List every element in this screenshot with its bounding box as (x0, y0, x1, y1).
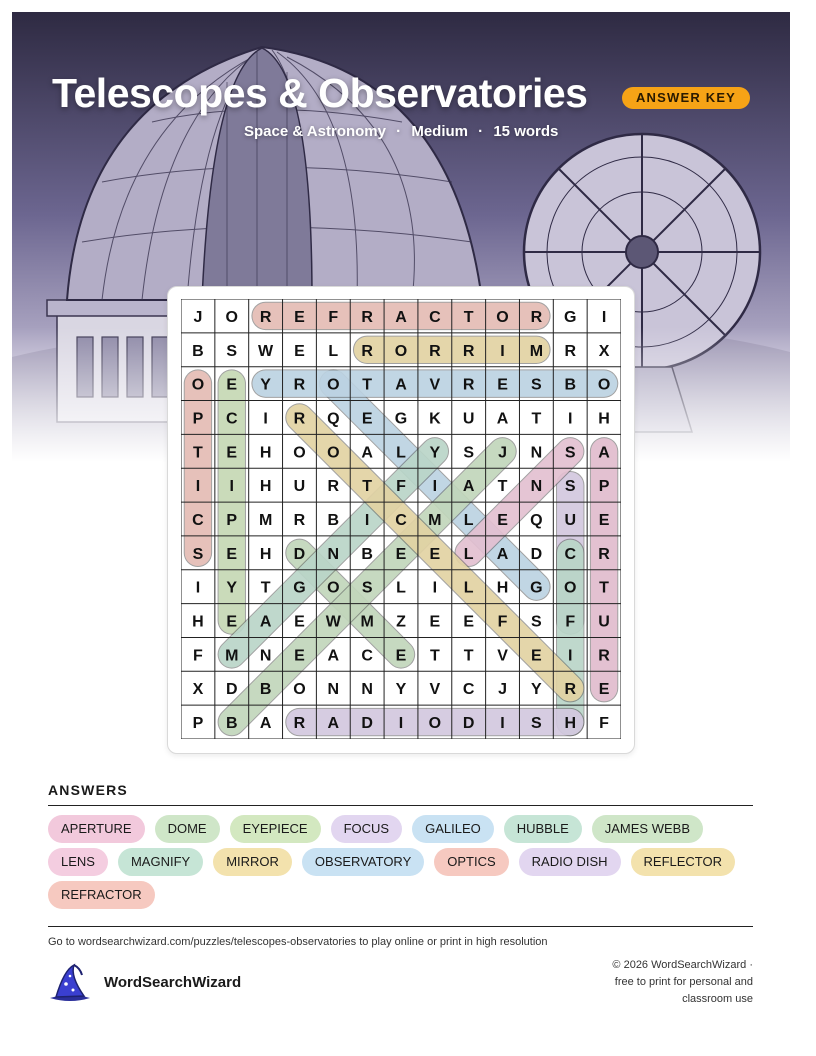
copyright-line: classroom use (682, 993, 753, 1005)
grid-letter[interactable]: I (229, 478, 234, 496)
copyright-line: free to print for personal and (614, 976, 753, 988)
answer-chip-james-webb: JAMES WEBB (592, 815, 703, 843)
grid-letter[interactable]: C (225, 410, 238, 428)
grid-letter[interactable]: G (564, 308, 577, 326)
grid-letter[interactable]: W (258, 342, 274, 360)
grid-letter[interactable]: A (496, 410, 509, 428)
grid-letter[interactable]: P (598, 478, 610, 496)
grid-letter[interactable]: I (432, 478, 438, 496)
grid-letter[interactable]: Y (226, 579, 238, 597)
grid-letter[interactable]: C (429, 308, 441, 326)
grid-letter[interactable]: D (293, 545, 306, 563)
grid-letter[interactable]: S (361, 579, 373, 597)
grid-letter[interactable]: G (293, 579, 306, 597)
grid-letter[interactable]: S (531, 715, 542, 733)
grid-letter[interactable]: H (259, 444, 272, 462)
grid-letter[interactable]: S (564, 444, 576, 462)
grid-letter[interactable]: Y (395, 681, 407, 699)
grid-letter[interactable]: Z (396, 613, 406, 631)
grid-letter[interactable]: T (463, 308, 474, 326)
grid-letter[interactable]: O (327, 376, 340, 394)
grid-letter[interactable]: A (327, 715, 340, 733)
grid-letter[interactable]: R (462, 342, 475, 360)
answer-chip-dome: DOME (155, 815, 220, 843)
grid-letter[interactable]: N (530, 444, 543, 462)
grid-letter[interactable]: B (225, 715, 238, 733)
grid-letter[interactable]: F (497, 613, 508, 631)
grid-letter[interactable]: O (597, 376, 611, 394)
grid-letter[interactable]: N (327, 681, 340, 699)
grid-letter[interactable]: E (463, 613, 475, 631)
grid-letter[interactable]: P (226, 512, 238, 529)
grid-letter[interactable]: R (293, 376, 306, 394)
grid-letter[interactable]: T (362, 376, 373, 394)
grid-letter[interactable]: A (361, 444, 373, 462)
grid-letter[interactable]: B (361, 545, 373, 563)
grid-letter[interactable]: N (327, 545, 340, 563)
grid-letter[interactable]: E (497, 376, 508, 394)
answer-chip-refractor: REFRACTOR (48, 881, 155, 909)
grid-letter[interactable]: E (395, 647, 407, 665)
grid-letter[interactable]: A (496, 545, 509, 563)
grid-letter[interactable]: H (259, 478, 272, 496)
grid-letter[interactable]: Q (530, 512, 543, 529)
grid-letter[interactable]: D (225, 681, 238, 699)
puzzle-meta (244, 123, 558, 140)
answer-chip-radio-dish: RADIO DISH (519, 848, 621, 876)
grid-letter[interactable]: A (259, 715, 272, 733)
grid-letter[interactable]: M (258, 512, 273, 529)
grid-letter[interactable]: H (598, 410, 610, 428)
grid-letter[interactable]: R (598, 545, 610, 563)
grid-letter[interactable]: W (325, 613, 341, 631)
grid-letter[interactable]: O (394, 342, 408, 360)
grid-letter[interactable]: L (463, 512, 474, 529)
answer-chip-magnify: MAGNIFY (118, 848, 203, 876)
grid-letter[interactable]: I (195, 478, 201, 496)
answer-chip-optics: OPTICS (434, 848, 508, 876)
grid-letter[interactable]: B (327, 512, 340, 529)
grid-letter[interactable]: A (395, 376, 407, 394)
grid-letter[interactable]: F (328, 308, 339, 326)
puzzle-title: Telescopes & Observatories (52, 70, 588, 116)
grid-letter[interactable]: L (463, 545, 474, 563)
grid-letter[interactable]: E (598, 512, 610, 529)
grid-letter[interactable]: E (395, 545, 407, 563)
separator-dot: · (396, 123, 402, 140)
grid-letter[interactable]: A (327, 647, 340, 665)
grid-letter[interactable]: A (598, 444, 610, 462)
grid-letter[interactable]: E (294, 613, 305, 631)
grid-letter[interactable]: S (226, 342, 238, 360)
grid-letter[interactable]: Y (260, 376, 271, 394)
grid-letter[interactable]: B (192, 342, 204, 360)
grid-letter[interactable]: C (395, 512, 407, 529)
grid-letter[interactable]: U (293, 478, 306, 496)
grid-letter[interactable]: T (429, 647, 440, 665)
grid-letter[interactable]: G (394, 410, 408, 428)
grid-letter[interactable]: I (601, 308, 607, 326)
grid-letter[interactable]: R (429, 342, 441, 360)
grid-letter[interactable]: J (193, 308, 203, 326)
copyright-text (573, 957, 753, 1008)
grid-letter[interactable]: R (564, 342, 577, 360)
grid-letter[interactable]: I (398, 715, 404, 733)
grid-letter[interactable]: F (193, 647, 203, 665)
grid-letter[interactable]: O (564, 579, 577, 597)
wizard-hat-icon (46, 962, 94, 1004)
divider (48, 805, 753, 806)
grid-letter[interactable]: E (226, 613, 238, 631)
grid-letter[interactable]: T (497, 478, 508, 496)
grid-letter[interactable]: O (428, 715, 442, 733)
answer-chip-eyepiece: EYEPIECE (230, 815, 321, 843)
grid-letter[interactable]: I (432, 579, 438, 597)
grid-letter[interactable]: D (462, 715, 475, 733)
difficulty-label: Medium (411, 123, 468, 140)
grid-letter[interactable]: S (564, 478, 576, 496)
grid-letter[interactable]: U (564, 512, 577, 529)
grid-letter[interactable]: T (531, 410, 542, 428)
copyright-line: © 2026 WordSearchWizard · (612, 959, 753, 971)
grid-letter[interactable]: A (395, 308, 407, 326)
grid-letter[interactable]: L (396, 579, 406, 597)
divider (48, 926, 753, 927)
grid-letter[interactable]: V (429, 681, 441, 699)
grid-letter[interactable]: N (361, 681, 373, 699)
grid-letter[interactable]: F (565, 613, 576, 631)
grid-letter[interactable]: X (598, 342, 610, 360)
grid-letter[interactable]: C (192, 512, 204, 529)
letter-grid (181, 299, 621, 739)
grid-letter[interactable]: O (327, 444, 340, 462)
grid-letter[interactable]: R (259, 308, 272, 326)
grid-letter[interactable]: E (531, 647, 542, 665)
grid-letter[interactable]: L (396, 444, 406, 462)
grid-letter[interactable]: S (463, 444, 475, 462)
grid-letter[interactable]: O (225, 308, 238, 326)
grid-letter[interactable]: C (361, 647, 373, 665)
grid-letter[interactable]: D (361, 715, 373, 733)
grid-letter[interactable]: T (463, 647, 474, 665)
word-count-label: 15 words (493, 123, 559, 140)
grid-letter[interactable]: J (498, 681, 507, 699)
grid-letter[interactable]: Q (327, 410, 340, 428)
grid-letter[interactable]: T (599, 579, 609, 597)
grid-letter[interactable]: H (496, 579, 509, 597)
grid-letter[interactable]: T (362, 478, 373, 496)
grid-letter[interactable]: M (360, 613, 374, 631)
grid-letter[interactable]: N (530, 478, 543, 496)
grid-letter[interactable]: R (598, 647, 610, 665)
grid-letter[interactable]: R (293, 715, 306, 733)
grid-letter[interactable]: K (429, 410, 441, 428)
grid-letter[interactable]: I (500, 342, 505, 360)
grid-letter[interactable]: R (293, 410, 306, 428)
grid-letter[interactable]: R (361, 308, 373, 326)
grid-letter[interactable]: V (429, 376, 441, 394)
grid-letter[interactable]: E (429, 545, 441, 563)
grid-letter[interactable]: D (530, 545, 543, 563)
answer-chip-galileo: GALILEO (412, 815, 494, 843)
separator-dot: · (478, 123, 484, 140)
answers-heading: ANSWERS (48, 782, 128, 798)
grid-letter[interactable]: Y (531, 681, 542, 699)
grid-letter[interactable]: E (226, 444, 238, 462)
grid-letter[interactable]: E (226, 545, 238, 563)
grid-letter[interactable]: R (530, 308, 543, 326)
grid-letter[interactable]: M (225, 647, 239, 665)
grid-letter[interactable]: P (192, 410, 204, 428)
grid-letter[interactable]: I (500, 715, 505, 733)
grid-letter[interactable]: M (529, 342, 544, 360)
grid-letter[interactable]: R (327, 478, 340, 496)
footer-link-text[interactable]: Go to wordsearchwizard.com/puzzles/telescopes-observatories to play online or print in high resolution (48, 936, 548, 948)
grid-letter[interactable]: O (327, 579, 340, 597)
grid-letter[interactable]: R (462, 376, 475, 394)
grid-letter[interactable]: R (361, 342, 373, 360)
grid-letter[interactable]: O (293, 444, 306, 462)
grid-letter[interactable]: H (564, 715, 577, 733)
grid-letter[interactable]: B (564, 376, 577, 394)
grid-letter[interactable]: E (294, 647, 305, 665)
grid-letter[interactable]: E (429, 613, 441, 631)
grid-letter[interactable]: E (294, 308, 305, 326)
grid-letter[interactable]: F (396, 478, 406, 496)
grid-letter[interactable]: G (530, 579, 543, 597)
grid-letter[interactable]: F (599, 715, 609, 733)
answer-chip-observatory: OBSERVATORY (302, 848, 424, 876)
answer-list (48, 815, 758, 909)
answer-key-badge: ANSWER KEY (622, 87, 750, 109)
grid-letter[interactable]: O (191, 376, 205, 394)
grid-letter[interactable]: T (193, 444, 203, 462)
grid-letter[interactable]: R (293, 512, 306, 529)
grid-letter[interactable]: E (598, 681, 610, 699)
answer-chip-lens: LENS (48, 848, 108, 876)
answer-chip-reflector: REFLECTOR (631, 848, 736, 876)
grid-letter[interactable]: H (192, 613, 204, 631)
grid-letter[interactable]: I (568, 647, 573, 665)
grid-letter[interactable]: M (428, 512, 442, 529)
grid-letter[interactable]: T (260, 579, 271, 597)
brand-name: WordSearchWizard (104, 974, 242, 991)
grid-letter[interactable]: E (226, 376, 238, 394)
grid-letter[interactable]: S (192, 545, 204, 563)
grid-letter[interactable]: U (598, 613, 610, 631)
grid-letter[interactable]: U (462, 410, 475, 428)
grid-letter[interactable]: C (564, 545, 577, 563)
grid-letter[interactable]: I (195, 579, 201, 597)
answer-chip-mirror: MIRROR (213, 848, 292, 876)
grid-letter[interactable]: I (263, 410, 268, 428)
grid-letter[interactable]: V (497, 647, 508, 665)
grid-letter[interactable]: O (293, 681, 306, 699)
grid-letter[interactable]: L (463, 579, 474, 597)
grid-letter[interactable]: S (531, 613, 542, 631)
answer-chip-hubble: HUBBLE (504, 815, 582, 843)
answer-chip-aperture: APERTURE (48, 815, 145, 843)
answer-chip-focus: FOCUS (331, 815, 403, 843)
grid-letter[interactable]: C (462, 681, 475, 699)
grid-letter[interactable]: A (462, 478, 475, 496)
grid-letter[interactable]: I (568, 410, 573, 428)
grid-letter[interactable]: E (294, 342, 305, 360)
category-label: Space & Astronomy (244, 123, 386, 140)
grid-letter[interactable]: E (361, 410, 373, 428)
grid-letter[interactable]: H (259, 545, 272, 563)
grid-letter[interactable]: Y (429, 444, 441, 462)
grid-letter[interactable]: B (259, 681, 272, 699)
grid-letter[interactable]: N (259, 647, 272, 665)
grid-letter[interactable]: L (328, 342, 339, 360)
grid-letter[interactable]: E (497, 512, 508, 529)
grid-letter[interactable]: O (496, 308, 509, 326)
grid-letter[interactable]: J (498, 444, 507, 462)
grid-letter[interactable]: R (564, 681, 577, 699)
grid-letter[interactable]: X (192, 681, 204, 699)
grid-letter[interactable]: P (192, 715, 204, 733)
grid-letter[interactable]: I (364, 512, 370, 529)
grid-letter[interactable]: S (531, 376, 542, 394)
grid-letter[interactable]: A (259, 613, 272, 631)
